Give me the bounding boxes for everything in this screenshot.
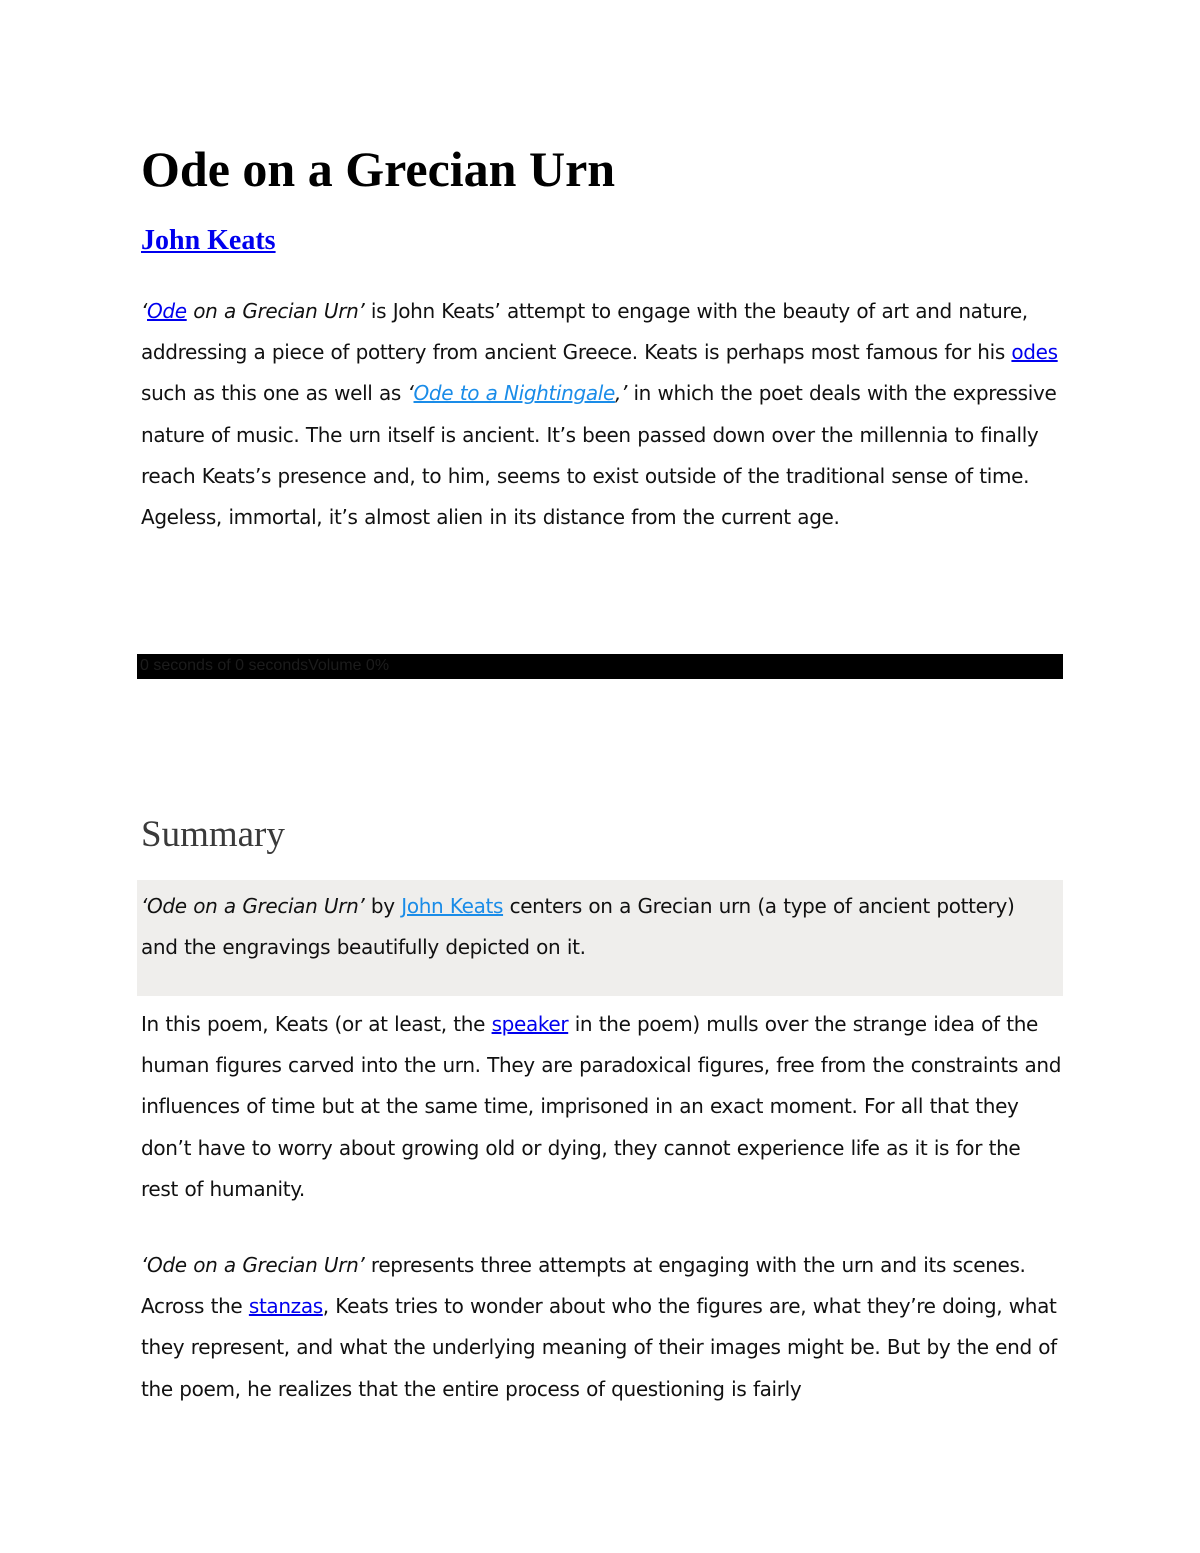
- mull-text-2: in the poem) mulls over the strange idea of the human figures carved into the urn. They are paradoxical figures, free from the constraints and influences of time but at the same time, imprisoned in an exact moment. For all that they don’t have to worry about growing old or dying, they cannot experience life as it is for the rest of humanity.: [141, 1012, 1062, 1201]
- intro-title-italic: [141, 299, 364, 323]
- nightingale-quote-open: ‘: [407, 381, 414, 406]
- attempts-text-2: , Keats tries to wonder about who the figures are, what they’re doing, what they represent, and what the underlying meaning of their images might be. But by the end of the poem, he realizes that the entire process of questioning is fairly: [141, 1294, 1057, 1401]
- nightingale-quote-close: ,’: [614, 381, 627, 406]
- attempts-paragraph: [141, 1245, 1063, 1410]
- intro-text-1: is John Keats’ attempt to engage with the beauty of art and nature, addressing a piece of pottery from ancient Greece. Keats is perhaps most famous for his: [141, 299, 1028, 365]
- attempts-text-1: represents three attempts at engaging with the urn and its scenes. Across the: [141, 1253, 1026, 1319]
- callout-text-2: centers on a Grecian urn (a type of ancient pottery) and the engravings beautifully depicted on it.: [141, 894, 1015, 960]
- intro-paragraph: [141, 291, 1063, 538]
- intro-quote-open: ‘: [141, 299, 148, 323]
- player-status-text: 0 seconds of 0 secondsVolume 0%: [140, 657, 390, 674]
- attempts-title-italic: ‘Ode on a Grecian Urn’: [141, 1253, 365, 1277]
- intro-text-3: in which the poet deals with the expressive nature of music. The urn itself is ancient. It’s been passed down over the millennia to finally reach Keats’s presence and, to him, seems to exist outside of the traditional sense of time. Ageless, immortal, it’s almost alien in its distance from the current age.: [141, 381, 1057, 530]
- summary-heading: Summary: [141, 814, 285, 855]
- callout-text-1: by: [364, 894, 402, 918]
- callout-paragraph: [141, 886, 1057, 968]
- callout-title-italic: ‘Ode on a Grecian Urn’: [141, 894, 365, 918]
- mull-paragraph: [141, 1004, 1063, 1210]
- mull-text-1: In this poem, Keats (or at least, the: [141, 1012, 492, 1036]
- speaker-link[interactable]: speaker: [491, 1012, 569, 1036]
- odes-link[interactable]: odes: [1011, 340, 1058, 365]
- summary-callout: [137, 880, 1063, 996]
- author-link[interactable]: John Keats: [141, 225, 276, 256]
- intro-text-2: such as this one as well as: [141, 381, 408, 406]
- page-title: Ode on a Grecian Urn: [141, 141, 616, 197]
- callout-keats-link[interactable]: John Keats: [401, 894, 504, 918]
- video-player[interactable]: [137, 654, 1063, 679]
- nightingale-title-italic: [407, 381, 626, 405]
- ode-link[interactable]: Ode: [147, 299, 187, 323]
- stanzas-link[interactable]: stanzas: [248, 1294, 323, 1319]
- intro-title-rest: on a Grecian Urn’: [186, 299, 365, 323]
- nightingale-link[interactable]: Ode to a Nightingale: [413, 381, 615, 406]
